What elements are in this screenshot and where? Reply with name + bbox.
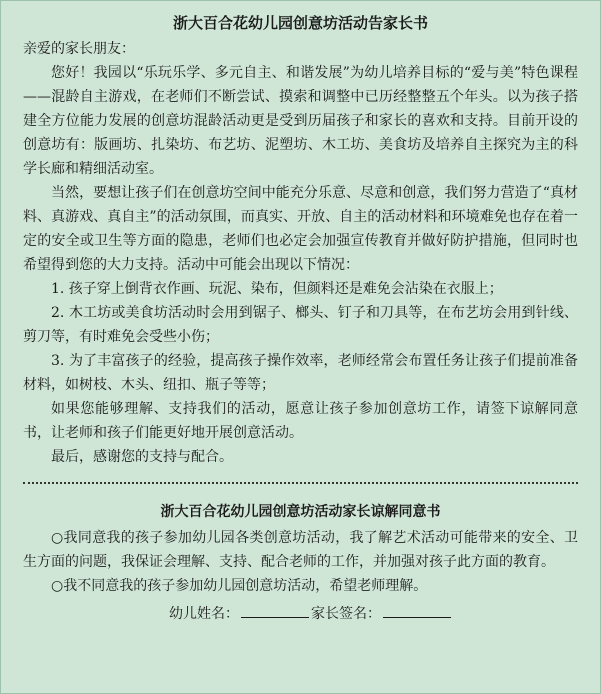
child-name-field[interactable] [241, 603, 309, 618]
salutation: 亲爱的家长朋友： [23, 41, 135, 57]
child-name-label: 幼儿姓名： [169, 606, 239, 622]
situation-item-2: 2. 木工坊或美食坊活动时会用到锯子、榔头、钉子和刀具等，在布艺坊会用到针线、剪刀等，有时难免会受些小伤； [23, 305, 578, 345]
notice-title: 浙大百合花幼儿园创意坊活动告家长书 [172, 14, 428, 32]
parent-sign-label: 家长签名： [311, 606, 381, 622]
situation-item-3: 3. 为了丰富孩子的经验，提高孩子操作效率，老师经常会布置任务让孩子们提前准备材料，如树枝、木头、纽扣、瓶子等等； [23, 353, 578, 393]
request-paragraph: 如果您能够理解、支持我们的活动，愿意让孩子参加创意坊工作，请签下谅解同意书，让老师和孩子们能更好地开展创意活动。 [23, 401, 578, 441]
disagree-option[interactable]: ○我不同意我的孩子参加幼儿园创意坊活动，希望老师理解。 [51, 578, 428, 594]
agree-option[interactable]: ○我同意我的孩子参加幼儿园各类创意坊活动，我了解艺术活动可能带来的安全、卫生方面的问题，我保证会理解、支持、配合老师的工作，并加强对孩子此方面的教育。 [23, 530, 578, 570]
cut-line-divider [23, 482, 578, 484]
safety-paragraph: 当然，要想让孩子们在创意坊空间中能充分乐意、尽意和创意，我们努力营造了“真材料、真游戏、真自主”的活动氛围，而真实、开放、自主的活动材料和环境难免也存在着一定的安全或卫生等方面的隐患，老师们也必定会加强宣传教育并做好防护措施，但同时也希望得到您的大力支持。活动中可能会出现以下情况： [23, 185, 578, 273]
signature-row [23, 602, 578, 626]
thanks-paragraph: 最后，感谢您的支持与配合。 [51, 449, 233, 465]
intro-paragraph: 您好！我园以“乐玩乐学、多元自主、和谐发展”为幼儿培养目标的“爱与美”特色课程——混龄自主游戏，在老师们不断尝试、摸索和调整中已历经整整五个年头。以为孩子搭建全方位能力发展的创意坊混龄活动更是受到历届孩子和家长的喜欢和支持。目前开设的创意坊有：版画坊、扎染坊、布艺坊、泥塑坊、木工坊、美食坊及培养自主探究为主的科学长廊和精细活动室。 [23, 65, 578, 177]
situation-item-1: 1. 孩子穿上倒背衣作画、玩泥、染布，但颜料还是难免会沾染在衣服上； [51, 281, 503, 297]
parent-sign-field[interactable] [383, 603, 451, 618]
consent-title: 浙大百合花幼儿园创意坊活动家长谅解同意书 [160, 504, 441, 520]
